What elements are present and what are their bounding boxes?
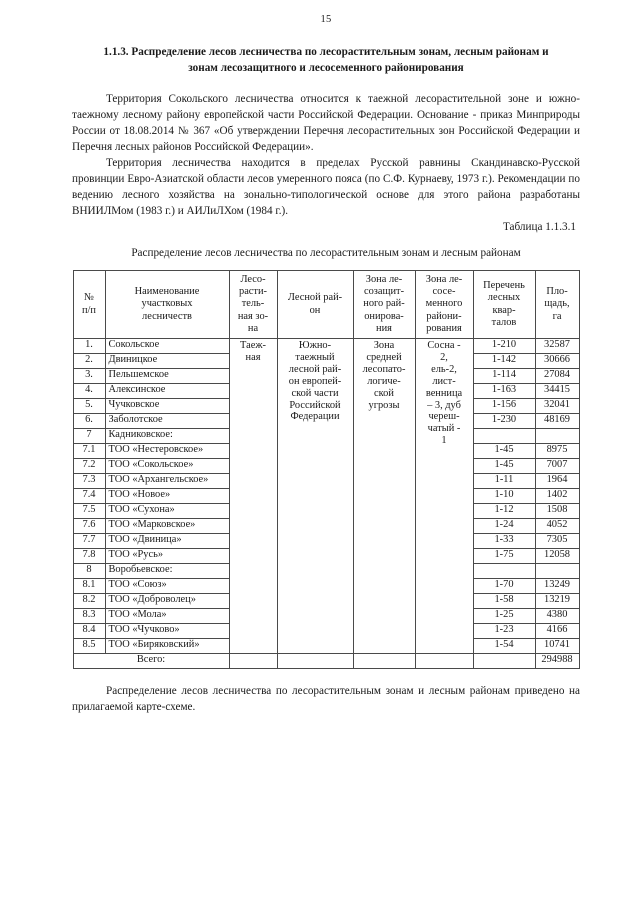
paragraph-1: Территория Сокольского лесничества относится к таежной лесорастительной зоне и южно-таежному лесному району европейской части Российской Федерации. Основание - приказ Минприроды России от 18.08.2014 № 367 «Об утверждении Перечня лесорастительных зон Российской Федерации и Перечня лесных районов Российской Федерации». [72,92,580,153]
row-forestry-name: ТОО «Двиница» [105,534,229,549]
row-forestry-name: Пельшемское [105,369,229,384]
row-area: 8975 [535,444,579,459]
paragraph-2: Территория лесничества находится в пределах Русской равнины Скандинавско-Русской провинции Евро-Азиатской области лесов умеренного пояса (по С.Ф. Курнаеву, 1973 г.). Рекомендации по ведению лесного хозяйства на зонально-типологической основе для этого района разработаны ВНИИЛМом (1983 г.) и АИЛиЛХом (1984 г.). [72,156,580,217]
row-area: 32041 [535,399,579,414]
row-area: 7007 [535,459,579,474]
row-number: 7.4 [73,489,105,504]
row-quarters: 1-54 [473,639,535,654]
row-number: 2. [73,354,105,369]
row-forestry-name: Заболотское [105,414,229,429]
row-number: 8 [73,564,105,579]
row-number: 7.8 [73,549,105,564]
row-area: 34415 [535,384,579,399]
row-forestry-name: Сокольское [105,339,229,354]
row-area: 48169 [535,414,579,429]
row-quarters [473,429,535,444]
column-header-seed: Зона ле- сосе- менного райони- рования [415,270,473,338]
row-forestry-name: ТОО «Архангельское» [105,474,229,489]
row-number: 4. [73,384,105,399]
row-number: 8.5 [73,639,105,654]
row-forestry-name: Кадниковское: [105,429,229,444]
total-empty-cell-2 [277,654,353,669]
row-area: 27084 [535,369,579,384]
row-area: 4052 [535,519,579,534]
row-quarters: 1-24 [473,519,535,534]
row-quarters: 1-210 [473,339,535,354]
row-quarters: 1-114 [473,369,535,384]
row-area: 13249 [535,579,579,594]
table-body [73,339,579,669]
row-area: 1508 [535,504,579,519]
table-header [73,270,579,338]
row-number: 8.2 [73,594,105,609]
row-number: 6. [73,414,105,429]
row-number: 8.3 [73,609,105,624]
row-area: 7305 [535,534,579,549]
row-forestry-name: ТОО «Чучково» [105,624,229,639]
row-quarters [473,564,535,579]
table-header-row [73,270,579,338]
row-quarters: 1-33 [473,534,535,549]
table-number-label: Таблица 1.1.3.1 [502,220,576,233]
table-caption: Распределение лесов лесничества по лесорастительным зонам и лесным районам [131,246,521,259]
cell-protection-zone: Зона средней лесопато- логиче- ской угрозы [353,339,415,654]
cell-seed-zone: Сосна - 2, ель-2, лист- венница – 3, дуб череш- чатый - 1 [415,339,473,654]
column-header-number: № п/п [73,270,105,338]
column-header-protection: Зона ле- созащит- ного рай- онирова- ния [353,270,415,338]
row-number: 7.2 [73,459,105,474]
row-quarters: 1-25 [473,609,535,624]
row-forestry-name: Воробьевское: [105,564,229,579]
table-row [73,339,579,354]
row-forestry-name: Чучковское [105,399,229,414]
row-quarters: 1-11 [473,474,535,489]
row-forestry-name: ТОО «Марковское» [105,519,229,534]
row-forestry-name: Алексинское [105,384,229,399]
column-header-name: Наименование участковых лесничеств [105,270,229,338]
row-number: 7.1 [73,444,105,459]
row-number: 3. [73,369,105,384]
row-number: 1. [73,339,105,354]
row-area: 12058 [535,549,579,564]
row-forestry-name: ТОО «Союз» [105,579,229,594]
row-forestry-name: ТОО «Сухона» [105,504,229,519]
row-area: 1402 [535,489,579,504]
row-quarters: 1-156 [473,399,535,414]
column-header-region: Лесной рай- он [277,270,353,338]
row-number: 7.5 [73,504,105,519]
row-quarters: 1-45 [473,459,535,474]
row-quarters: 1-70 [473,579,535,594]
row-number: 7.7 [73,534,105,549]
section-title-line-2: зонам лесозащитного и лесосеменного районирования [188,61,464,74]
row-area [535,564,579,579]
page-number: 15 [320,14,332,25]
page-title [72,45,580,77]
table-total-row [73,654,579,669]
row-number: 5. [73,399,105,414]
row-quarters: 1-58 [473,594,535,609]
row-area: 30666 [535,354,579,369]
total-empty-cell-3 [353,654,415,669]
row-forestry-name: ТОО «Биряковский» [105,639,229,654]
row-area: 4166 [535,624,579,639]
row-quarters: 1-75 [473,549,535,564]
column-header-area: Пло- щадь, га [535,270,579,338]
total-empty-cell-5 [473,654,535,669]
row-forestry-name: ТОО «Доброволец» [105,594,229,609]
row-number: 8.1 [73,579,105,594]
total-empty-cell-4 [415,654,473,669]
cell-vegetation-zone: Таеж- ная [229,339,277,654]
row-quarters: 1-45 [473,444,535,459]
row-number: 8.4 [73,624,105,639]
distribution-table [73,270,580,669]
total-area-value: 294988 [535,654,579,669]
total-label: Всего: [73,654,229,669]
row-area [535,429,579,444]
row-number: 7 [73,429,105,444]
row-forestry-name: ТОО «Мола» [105,609,229,624]
bottom-paragraph: Распределение лесов лесничества по лесорастительным зонам и лесным районам приведено на прилагаемой карте-схеме. [72,685,580,714]
row-area: 4380 [535,609,579,624]
row-number: 7.6 [73,519,105,534]
row-area: 32587 [535,339,579,354]
row-forestry-name: ТОО «Сокольское» [105,459,229,474]
cell-forest-region: Южно- таежный лесной рай- он европей- ской части Российской Федерации [277,339,353,654]
column-header-zone: Лесо- расти- тель- ная зо- на [229,270,277,338]
row-area: 1964 [535,474,579,489]
row-forestry-name: ТОО «Новое» [105,489,229,504]
section-title-line-1: 1.1.3. Распределение лесов лесничества по лесорастительным зонам, лесным районам и [103,46,549,58]
row-quarters: 1-23 [473,624,535,639]
row-quarters: 1-230 [473,414,535,429]
row-quarters: 1-142 [473,354,535,369]
total-empty-cell-1 [229,654,277,669]
column-header-quarters: Перечень лесных квар- талов [473,270,535,338]
row-area: 13219 [535,594,579,609]
row-quarters: 1-12 [473,504,535,519]
row-forestry-name: ТОО «Русь» [105,549,229,564]
row-forestry-name: Двиницкое [105,354,229,369]
row-quarters: 1-10 [473,489,535,504]
row-forestry-name: ТОО «Нестеровское» [105,444,229,459]
row-area: 10741 [535,639,579,654]
row-number: 7.3 [73,474,105,489]
row-quarters: 1-163 [473,384,535,399]
